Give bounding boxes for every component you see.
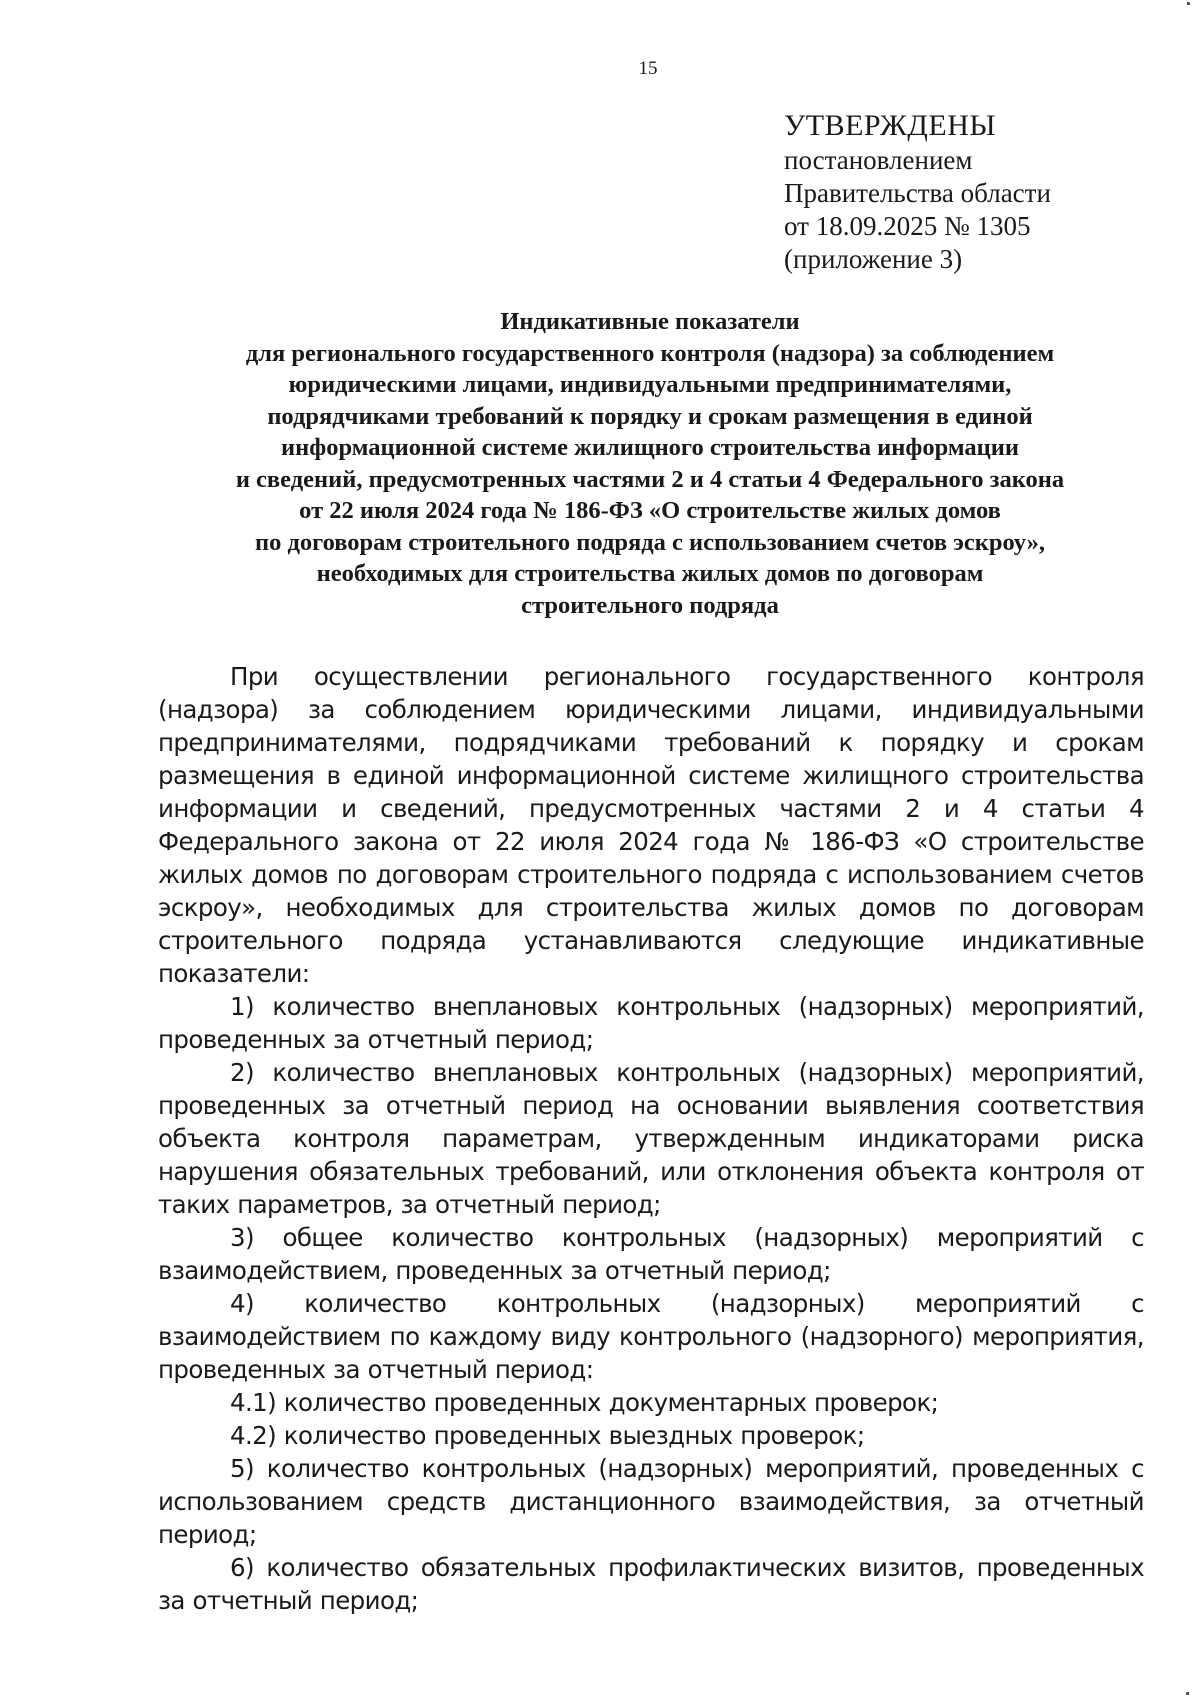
approval-line: от 18.09.2025 № 1305 — [784, 211, 1031, 241]
list-item: 6) количество обязательных профилактических визитов, проведенных за отчетный период; — [158, 1553, 1144, 1615]
document-body — [158, 660, 1144, 1617]
approval-heading: УТВЕРЖДЕНЫ — [784, 109, 997, 142]
title-line: от 22 июля 2024 года № 186-ФЗ «О строительстве жилых домов — [299, 497, 1001, 524]
approval-line: Правительства области — [784, 178, 1051, 208]
intro-paragraph: При осуществлении регионального государственного контроля (надзора) за соблюдением юридическими лицами, индивидуальными предпринимателями, подрядчиками требований к порядку и срокам размещения в единой информационной системе жилищного строительства информации и сведений, предусмотренных частями 2 и 4 статьи 4 Федерального закона от 22 июля 2024 года № 186-ФЗ «О строительстве жилых домов по договорам строительного подряда с использованием счетов эскроу», необходимых для строительства жилых домов по договорам строительного подряда устанавливаются следующие индикативные показатели: — [158, 662, 1144, 988]
list-item: 3) общее количество контрольных (надзорных) мероприятий с взаимодействием, проведенных за отчетный период; — [158, 1223, 1144, 1285]
list-item: 5) количество контрольных (надзорных) мероприятий, проведенных с использованием средств дистанционного взаимодействия, за отчетный период; — [158, 1454, 1144, 1549]
list-item: 1) количество внеплановых контрольных (надзорных) мероприятий, проведенных за отчетный период; — [158, 992, 1144, 1054]
title-line: подрядчиками требований к порядку и срокам размещения в единой — [267, 402, 1033, 430]
scan-artifact — [1187, 2, 1190, 5]
title-line: по договорам строительного подряда с использованием счетов эскроу», — [254, 528, 1046, 556]
title-line: Индикативные показатели — [500, 308, 800, 335]
title-line: юридическими лицами, индивидуальными предпринимателями, — [288, 371, 1012, 398]
title-line: для регионального государственного контроля (надзора) за соблюдением — [245, 339, 1055, 367]
title-line: необходимых для строительства жилых домов по договорам — [316, 560, 984, 587]
document-title — [160, 306, 1140, 621]
page-number: 15 — [638, 58, 658, 79]
approval-block — [784, 108, 1051, 276]
list-item: 2) количество внеплановых контрольных (надзорных) мероприятий, проведенных за отчетный период на основании выявления соответствия объекта контроля параметрам, утвержденным индикаторами риска нарушения обязательных требований, или отклонения объекта контроля от таких параметров, за отчетный период; — [158, 1058, 1144, 1219]
title-line: и сведений, предусмотренных частями 2 и 4 статьи 4 Федерального закона — [235, 465, 1065, 493]
list-item: 4) количество контрольных (надзорных) мероприятий с взаимодействием по каждому виду контрольного (надзорного) мероприятия, проведенных за отчетный период: — [158, 1289, 1144, 1384]
list-subitem: 4.1) количество проведенных документарных проверок; — [230, 1388, 939, 1417]
scan-artifact — [1186, 1692, 1189, 1695]
title-line: информационной системе жилищного строительства информации — [281, 434, 1019, 461]
title-line: строительного подряда — [521, 591, 779, 619]
approval-line: постановлением — [784, 145, 973, 175]
list-subitem: 4.2) количество проведенных выездных проверок; — [230, 1421, 865, 1450]
approval-line: (приложение 3) — [784, 244, 963, 274]
